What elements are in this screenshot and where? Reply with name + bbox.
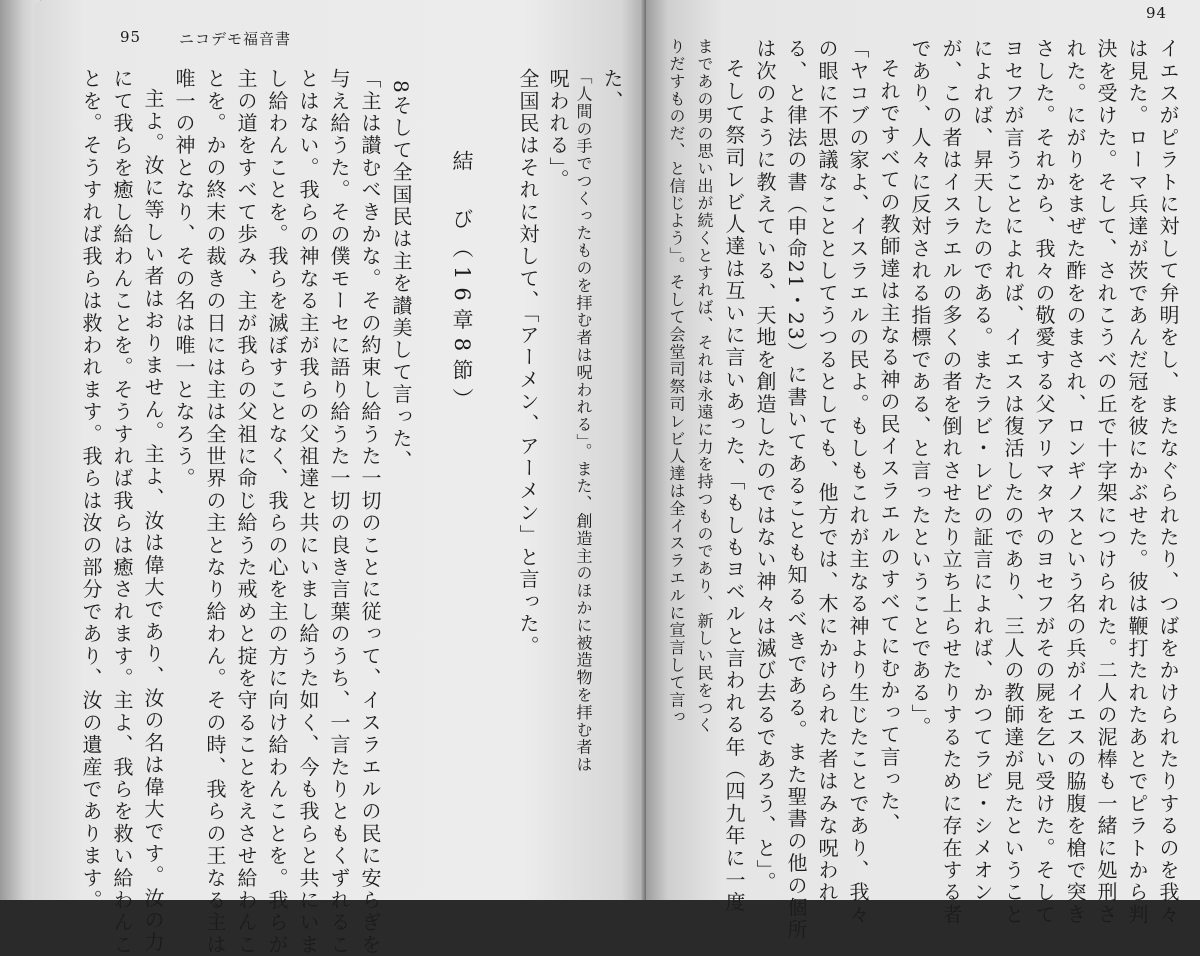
right-line-15: そして祭司レビ人達は互いに言いあった、「もしもヨベルと言われる年（四九年に一度 [722,58,746,914]
left-line-2: 「人間の手でつくったものを拝む者は呪われる」。また、創造主のほかに被造物を拝む者は [574,68,593,774]
running-title: ニコデモ福音書 [179,30,292,48]
right-line-9: であり、人々に反対される指標である、と言ったということである」。 [908,38,932,739]
left-page-number: 95 [120,28,142,46]
left-line-3: 呪われる」。 [546,68,570,192]
right-line-1: イエスがピラトに対して弁明をし、またなぐられたり、つばをかけられたりするのを我々 [1156,38,1180,926]
right-line-16: まであの男の思い出が続くとすれば、それは永遠に力を持つものであり、新しい民をつく [695,38,714,734]
left-line-10: 与え給うた。その僕モーセに語り給うた一切の良き言葉のうち、一言たりともくずれるこ [327,68,351,956]
left-line-13: 主の道をすべて歩み、主が我らの父祖に命じ給うた戒めと掟を守ることをえさせ給わんこ [234,68,258,956]
left-line-11: とはない。我らの神なる主が我らの父祖達と共にいまし給うた如く、今も我らと共にいま [296,68,320,956]
left-line-16: 主よ。汝に等しい者はおりません。主よ、汝は偉大であり、汝の名は偉大です。汝の力 [141,88,165,954]
right-line-10: それですべての教師達は主なる神の民イスラエルのすべてにむかって言った、 [877,58,901,835]
right-line-4: れた。にがりをまぜた酢をのまされ、ロンギノスという名の兵がイエスの脇腹を槍で突き [1063,38,1087,927]
section-heading: 結 び（16章8節） [450,150,474,418]
right-line-14: は次のように教えている、天地を創造したのではない神々は滅び去るであろう、と」。 [753,38,777,894]
left-line-15: 唯一の神となり、その名は唯一となろう。 [172,68,196,490]
right-line-13: る、と律法の書（申命21・23）に書いてあることも知るべきである。また聖書の他の個所 [784,38,808,942]
right-line-6: ヨセフが言うことによれば、イエスは復活したのであり、三人の教師達が見たということ [1001,38,1025,926]
left-line-18: とを。そうすれば我らは救われます。我らは汝の部分であり、汝の遺産であります。 [79,68,103,912]
left-line-4: 全国民はそれに対して、「アーメン、アーメン」と言った。 [516,68,540,658]
right-line-17: りだすものだ、と信じよう」。そして会堂司祭司レビ人達は全イスラエルに宣言して言っ [667,38,686,726]
left-line-12: し給わんことを。我らを滅ぼすことなく、我らの心を主の方に向け給わんことを。我らが [265,68,289,956]
right-page [646,0,1200,942]
right-line-11: 「ヤコブの家よ、イスラエルの民よ。もしもこれが主なる神より生じたことであり、我々 [846,38,870,926]
left-line-1: た、 [600,68,624,113]
right-line-7: によれば、昇天したのである。またラビ・レビの証言によれば、かつてラビ・シメオン [970,38,994,904]
left-line-17: にて我らを癒し給わんことを。そうすれば我らは癒されます。主よ、我らを救い給わんこ [110,68,134,956]
right-page-number: 94 [1146,4,1168,22]
left-line-9: 「主は讃むべきかな。その約束し給うた一切のことに従って、イスラエルの民に安らぎを [358,68,382,956]
right-line-8: が、この者はイスラエルの多くの者を倒れさせたり立ち上らせたりするために存在する者 [939,38,963,927]
right-line-5: さした。それから、我々の敬愛する父アリマタヤのヨセフがその屍を乞い受けた。そして [1032,38,1056,926]
right-line-2: は見た。ローマ兵達が茨であんだ冠を彼にかぶせた。彼は鞭打たれたあとでピラトから判 [1125,38,1149,926]
right-line-12: の眼に不思議なこととしてうつるとしても、他方では、木にかけられた者はみな呪われ [815,38,839,904]
left-page [34,0,646,956]
left-line-8: 8そして全国民は主を讃美して言った、 [389,80,413,473]
right-line-3: 決を受けた。そして、されこうべの丘で十字架につけられた。二人の泥棒も一緒に処刑さ [1094,38,1118,926]
left-line-14: とを。かの終末の裁きの日には主は全世界の主となり給わん。その時、我らの王なる主は [203,68,227,956]
